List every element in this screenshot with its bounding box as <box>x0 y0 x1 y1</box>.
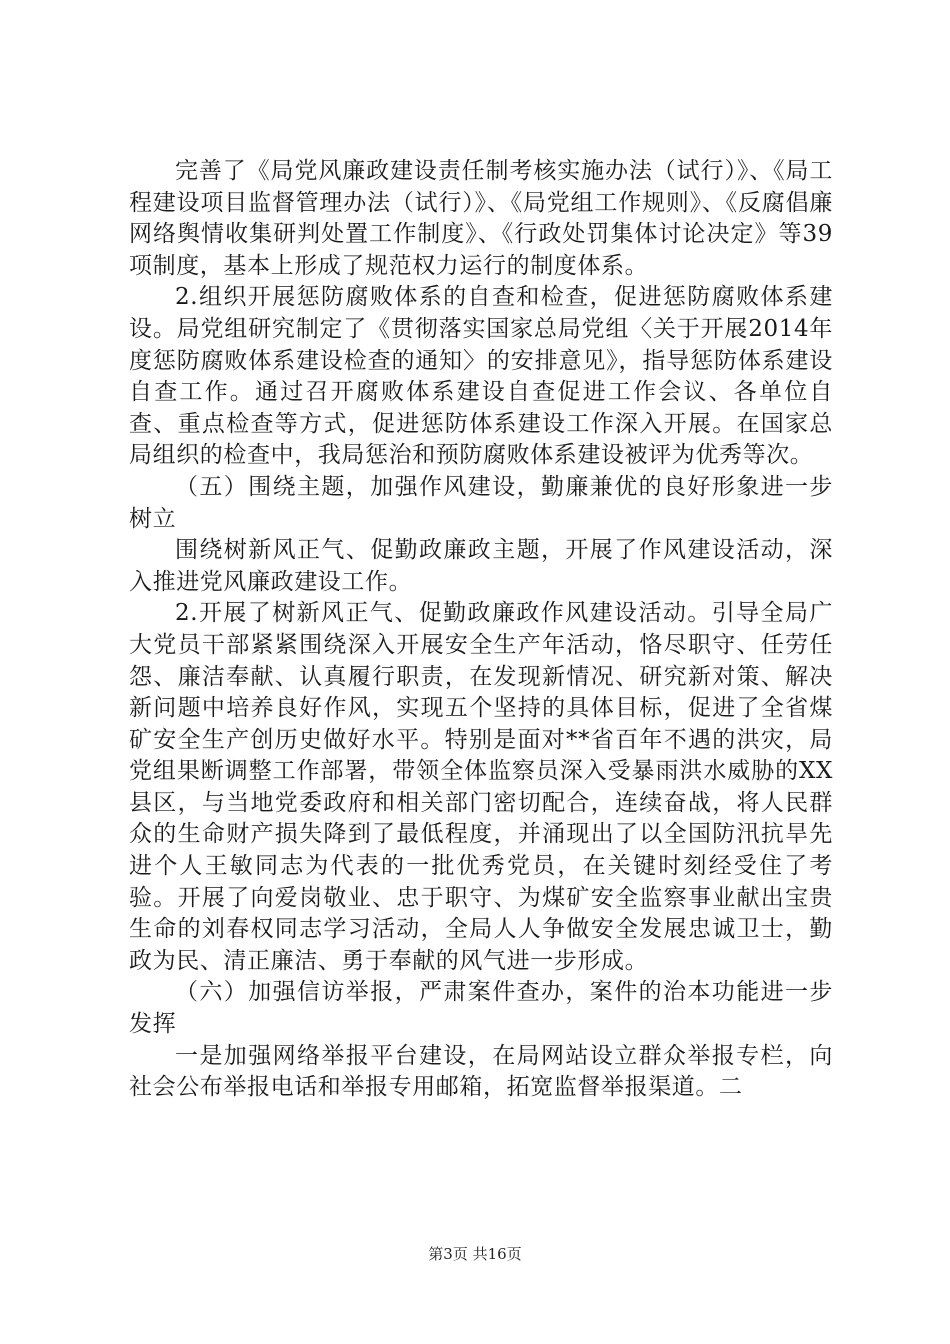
document-body <box>129 156 833 1104</box>
page-footer: 第3页 共16页 <box>428 1245 522 1263</box>
paragraph-inspection: 2.组织开展惩防腐败体系的自查和检查，促进惩防腐败体系建设。局党组研究制定了《贯彻落实国家总局党组〈关于开展2014年度惩防腐败体系建设检查的通知〉的安排意见》，指导惩防体系建设自查工作。通过召开腐败体系建设自查促进工作会议、各单位自查、重点检查等方式，促进惩防体系建设工作深入开展。在国家总局组织的检查中，我局惩治和预防腐败体系建设被评为优秀等次。 <box>129 284 833 469</box>
paragraph-style-activity-intro: 围绕树新风正气、促勤政廉政主题，开展了作风建设活动，深入推进党风廉政建设工作。 <box>129 537 833 595</box>
section-heading-five: （五）围绕主题，加强作风建设，勤廉兼优的良好形象进一步树立 <box>129 473 833 532</box>
paragraph-style-activity: 2.开展了树新风正气、促勤政廉政作风建设活动。引导全局广大党员干部紧紧围绕深入开展安全生产年活动，恪尽职守、任劳任怨、廉洁奉献、认真履行职责，在发现新情况、研究新对策、解决新问题中培养良好作风，实现五个坚持的具体目标，促进了全省煤矿安全生产创历史做好水平。特别是面对**省百年不遇的洪灾，局党组果断调整工作部署，带领全体监察员深入受暴雨洪水威胁的XX县区，与当地党委政府和相关部门密切配合，连续奋战，将人民群众的生命财产损失降到了最低程度，并涌现出了以全国防汛抗旱先进个人王敏同志为代表的一批优秀党员，在关键时刻经受住了考验。开展了向爱岗敬业、忠于职守、为煤矿安全监察事业献出宝贵生命的刘春权同志学习活动，全局人人争做安全发展忠诚卫士，勤政为民、清正廉洁、勇于奉献的风气进一步形成。 <box>129 600 833 974</box>
paragraph-regulations: 完善了《局党风廉政建设责任制考核实施办法（试行）》、《局工程建设项目监督管理办法（试行）》、《局党组工作规则》、《反腐倡廉网络舆情收集研判处置工作制度》、《行政处罚集体讨论决定》等39项制度，基本上形成了规范权力运行的制度体系。 <box>129 158 833 279</box>
section-heading-six: （六）加强信访举报，严肃案件查办，案件的治本功能进一步发挥 <box>129 979 833 1038</box>
paragraph-reporting-platform: 一是加强网络举报平台建设，在局网站设立群众举报专栏，向社会公布举报电话和举报专用邮箱，拓宽监督举报渠道。二 <box>129 1042 833 1101</box>
